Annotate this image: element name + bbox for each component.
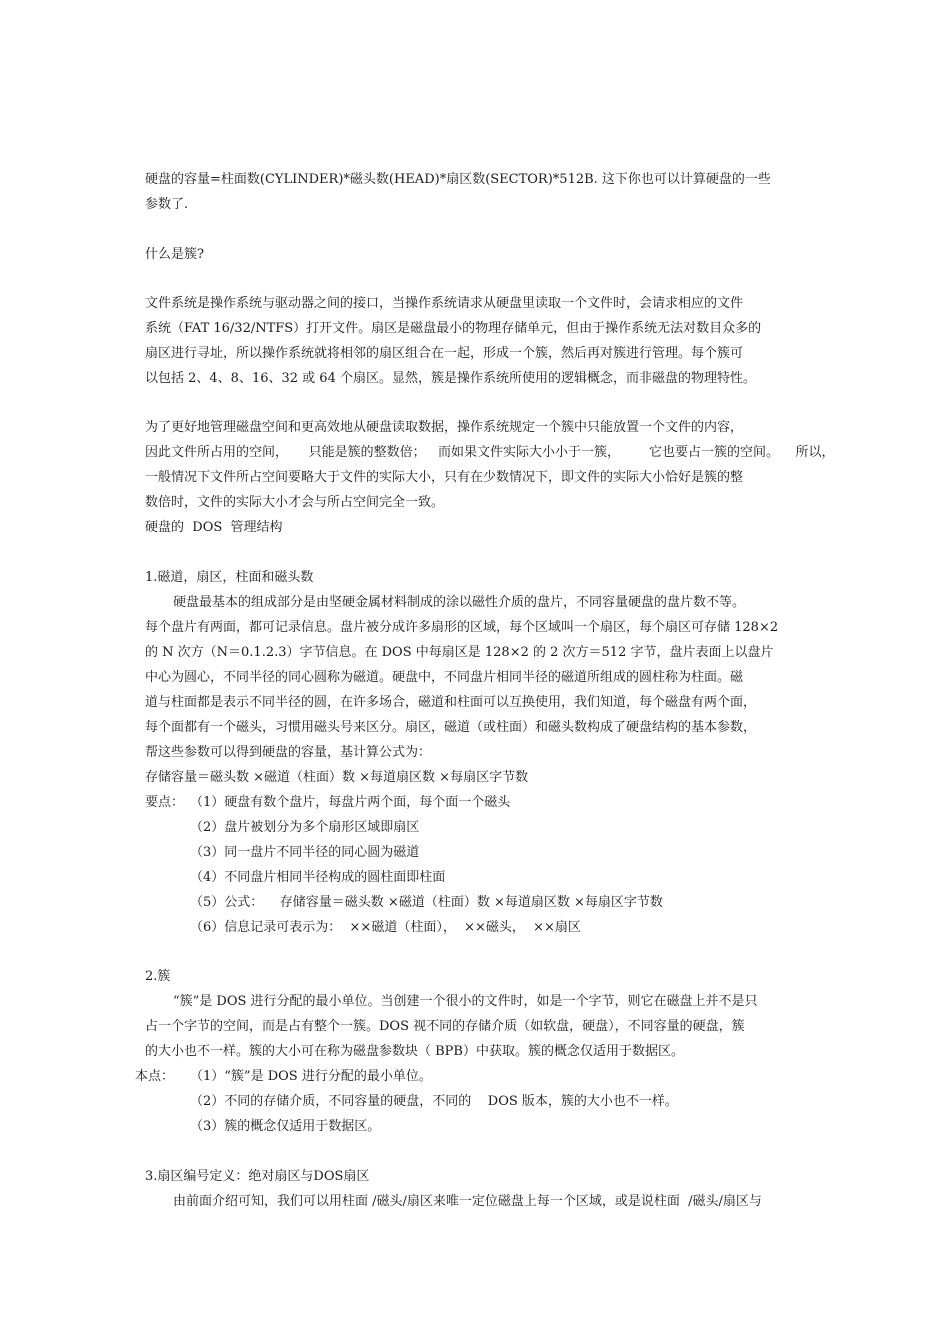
s2-line: “簇”是 DOS 进行分配的最小单位。当创建一个很小的文件时，如是一个字节，则它在磁盘上并不是只: [173, 994, 758, 1009]
s1-line: 硬盘最基本的组成部分是由坚硬金属材料制成的涂以磁性介质的盘片，不同容量硬盘的盘片数不等。: [173, 595, 746, 610]
s1-point: （3）同一盘片不同半径的同心圆为磁道: [190, 845, 420, 860]
intro-line: 参数了.: [145, 197, 189, 212]
s1-line: 道与柱面都是表示不同半径的圆，在许多场合，磁道和柱面可以互换使用，我们知道，每个磁盘有两个面，: [145, 695, 757, 710]
s1-title: 1.磁道，扇区，柱面和磁头数: [145, 570, 314, 585]
s1-point: （2）盘片被划分为多个扇形区域即扇区: [190, 820, 420, 835]
para1-line: 系统（FAT 16/32/NTFS）打开文件。扇区是磁盘最小的物理存储单元，但由于操作系统无法对数目众多的: [145, 321, 762, 336]
section-heading: 硬盘的 DOS 管理结构: [145, 520, 283, 535]
s2-line: 占一个字节的空间，而是占有整个一簇。DOS 视不同的存储介质（如软盘，硬盘），不同容量的硬盘，簇: [145, 1019, 745, 1034]
para2-line: 一般情况下文件所占空间要略大于文件的实际大小，只有在少数情况下，即文件的实际大小恰好是簇的整: [145, 470, 744, 485]
s2-points-label: 本点：: [135, 1069, 175, 1084]
s1-line: 帮这些参数可以得到硬盘的容量，基计算公式为：: [145, 745, 432, 760]
para2-line: 数倍时，文件的实际大小才会与所占空间完全一致。: [145, 495, 445, 510]
s2-line: 的大小也不一样。簇的大小可在称为磁盘参数块（ BPB）中获取。簇的概念仅适用于数据区。: [145, 1044, 684, 1059]
para1-line: 文件系统是操作系统与驱动器之间的接口，当操作系统请求从硬盘里读取一个文件时，会请求相应的文件: [145, 296, 744, 311]
para1-line: 扇区进行寻址，所以操作系统就将相邻的扇区组合在一起，形成一个簇，然后再对簇进行管理。每个簇可: [145, 346, 744, 361]
s1-point: （4）不同盘片相同半径构成的圆柱面即柱面: [190, 870, 446, 885]
s3-title: 3.扇区编号定义：绝对扇区与DOS扇区: [145, 1169, 370, 1184]
s1-points-label: 要点：: [145, 795, 185, 810]
s2-point: （2）不同的存储介质，不同容量的硬盘，不同的 DOS 版本，簇的大小也不一样。: [190, 1094, 678, 1109]
s1-line: 的 N 次方（N＝0.1.2.3）字节信息。在 DOS 中每扇区是 128×2 的 2 次方＝512 字节，盘片表面上以盘片: [145, 645, 774, 660]
s1-line: 中心为圆心，不同半径的同心圆称为磁道。硬盘中，不同盘片相同半径的磁道所组成的圆柱称为柱面。磁: [145, 670, 744, 685]
s2-point: （1）“簇”是 DOS 进行分配的最小单位。: [190, 1069, 432, 1084]
s1-point: （5）公式： 存储容量＝磁头数 ×磁道（柱面）数 ×每道扇区数 ×每扇区字节数: [190, 895, 663, 910]
question-heading: 什么是簇?: [145, 247, 204, 262]
para1-line: 以包括 2、4、8、16、32 或 64 个扇区。显然，簇是操作系统所使用的逻辑概念，而非磁盘的物理特性。: [145, 371, 756, 386]
s1-line: 存储容量＝磁头数 ×磁道（柱面）数 ×每道扇区数 ×每扇区字节数: [145, 770, 529, 785]
s2-point: （3）簇的概念仅适用于数据区。: [190, 1119, 381, 1134]
para2-line: 因此文件所占用的空间， 只能是簇的整数倍； 而如果文件实际大小小于一簇， 它也要占一簇的空间。 所以，: [145, 445, 835, 460]
intro-line: 硬盘的容量=柱面数(CYLINDER)*磁头数(HEAD)*扇区数(SECTOR)*512B. 这下你也可以计算硬盘的一些: [145, 172, 771, 187]
s1-line: 每个面都有一个磁头，习惯用磁头号来区分。扇区，磁道（或柱面）和磁头数构成了硬盘结构的基本参数，: [145, 720, 757, 735]
para2-line: 为了更好地管理磁盘空间和更高效地从硬盘读取数据，操作系统规定一个簇中只能放置一个文件的内容，: [145, 420, 744, 435]
s1-line: 每个盘片有两面，都可记录信息。盘片被分成许多扇形的区域，每个区域叫一个扇区，每个扇区可存储 128×2: [145, 620, 779, 635]
s1-point: （1）硬盘有数个盘片，每盘片两个面，每个面一个磁头: [190, 795, 511, 810]
s2-title: 2.簇: [145, 969, 171, 984]
s1-point: （6）信息记录可表示为： ××磁道（柱面）， ××磁头， ××扇区: [190, 920, 581, 935]
s3-line: 由前面介绍可知，我们可以用柱面 /磁头/扇区来唯一定位磁盘上每一个区域，或是说柱面 /磁头/扇区与: [173, 1194, 762, 1209]
